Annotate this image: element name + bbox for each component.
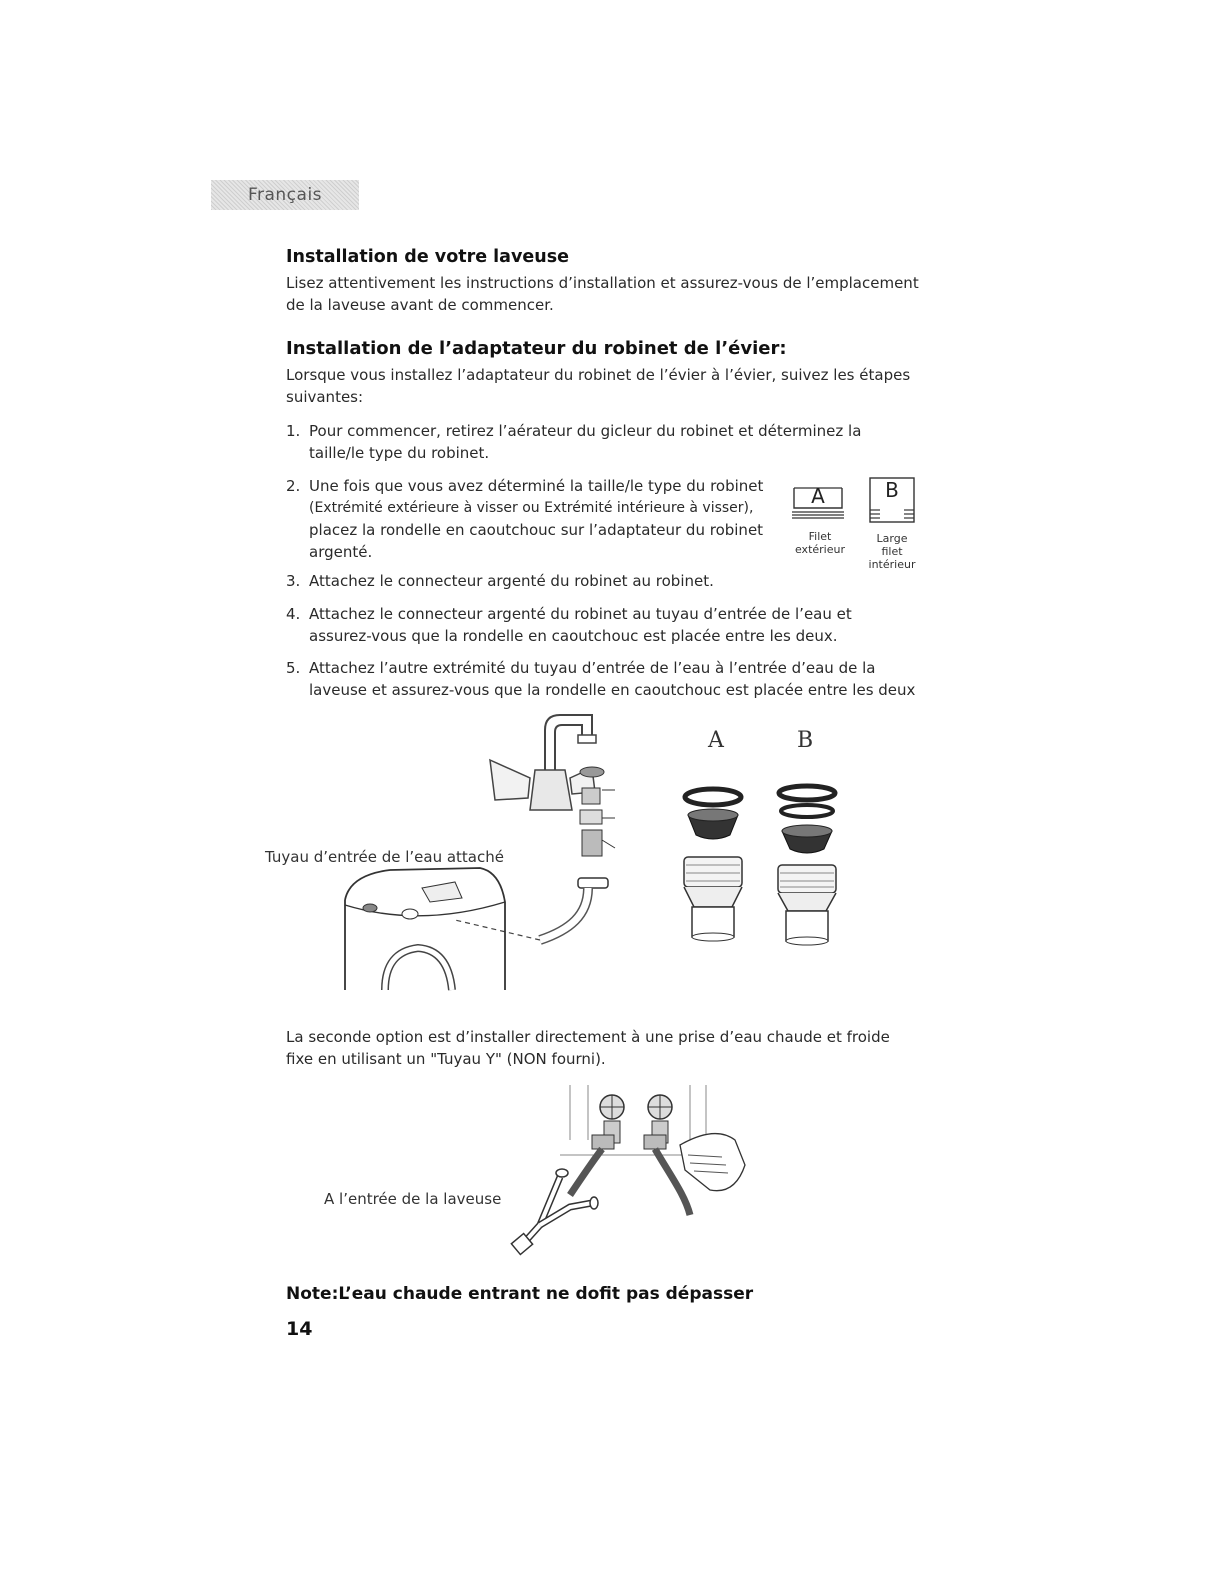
section-intro-text: Lisez attentivement les instructions d’installation et assurez-vous de l’emplacement de la laveuse avant de commencer. <box>286 274 919 314</box>
adapter-b-illustration <box>772 785 842 955</box>
step-text <box>309 603 852 647</box>
thread-label-line: filet <box>881 545 903 558</box>
figure2-caption: A l’entrée de la laveuse <box>324 1190 502 1208</box>
step-number: 1. <box>286 422 301 440</box>
step-3 <box>286 570 786 594</box>
thread-icon-a-label <box>790 530 850 556</box>
step-line: argenté. <box>309 543 373 561</box>
thread-label-line: intérieur <box>868 558 916 571</box>
step-number: 5. <box>286 659 301 677</box>
thread-label-line: Large <box>876 532 908 545</box>
step-line: Attachez l’autre extrémité du tuyau d’entrée de l’eau à l’entrée d’eau de la <box>309 659 876 677</box>
step-line: placez la rondelle en caoutchouc sur l’adaptateur du robinet <box>309 521 764 539</box>
thread-icon-b-letter: B <box>885 478 899 502</box>
step-2 <box>286 475 791 565</box>
text-line: fixe en utilisant un "Tuyau Y" (NON fourni). <box>286 1050 606 1068</box>
step-number: 4. <box>286 605 301 623</box>
step-text <box>309 420 861 464</box>
language-tab: Français <box>211 180 359 210</box>
step-number: 2. <box>286 477 301 495</box>
step-text <box>309 570 714 592</box>
step-line: taille/le type du robinet. <box>309 444 490 462</box>
adapter-intro-text: Lorsque vous installez l’adaptateur du robinet de l’évier à l’évier, suivez les étapes suivantes: <box>286 366 911 406</box>
step-line: Une fois que vous avez déterminé la taille/le type du robinet <box>309 477 764 495</box>
step-line: (Extrémité extérieure à visser ou Extrémité intérieure à visser), <box>309 500 754 516</box>
note-text: Note:L’eau chaude entrant ne dofit pas dépasser <box>286 1284 754 1304</box>
section-title-adapter: Installation de l’adaptateur du robinet de l’évier: <box>286 338 787 359</box>
step-text <box>309 475 799 563</box>
adapter-a-illustration <box>678 785 748 955</box>
second-option-text <box>286 1026 936 1070</box>
section-title-installation: Installation de votre laveuse <box>286 247 570 267</box>
thread-label-line: Filet <box>808 530 832 543</box>
step-line: Attachez le connecteur argenté du robinet au robinet. <box>309 572 714 590</box>
text-line: La seconde option est d’installer directement à une prise d’eau chaude et froide <box>286 1028 890 1046</box>
figure1-label-b: B <box>797 728 814 753</box>
thread-icon-b-label <box>858 532 926 571</box>
step-line: assurez-vous que la rondelle en caoutchouc est placée entre les deux. <box>309 627 838 645</box>
thread-label-line: extérieur <box>794 543 845 556</box>
thread-icon-a <box>792 478 844 522</box>
step-line: Attachez le connecteur argenté du robinet au tuyau d’entrée de l’eau et <box>309 605 852 623</box>
step-number: 3. <box>286 572 301 590</box>
step-4 <box>286 603 916 651</box>
step-1 <box>286 420 916 468</box>
faucet-washer-illustration <box>330 690 630 990</box>
figure1-label-a: A <box>708 728 724 753</box>
y-hose-illustration <box>500 1085 770 1255</box>
thread-icon-b <box>868 476 916 524</box>
figure1-caption: Tuyau d’entrée de l’eau attaché <box>265 848 504 866</box>
step-line: Pour commencer, retirez l’aérateur du gicleur du robinet et déterminez la <box>309 422 862 440</box>
step-line: laveuse et assurez-vous que la rondelle en caoutchouc est placée entre les deux <box>309 681 916 699</box>
page-number: 14 <box>286 1318 313 1340</box>
thread-icon-a-letter: A <box>811 484 825 508</box>
